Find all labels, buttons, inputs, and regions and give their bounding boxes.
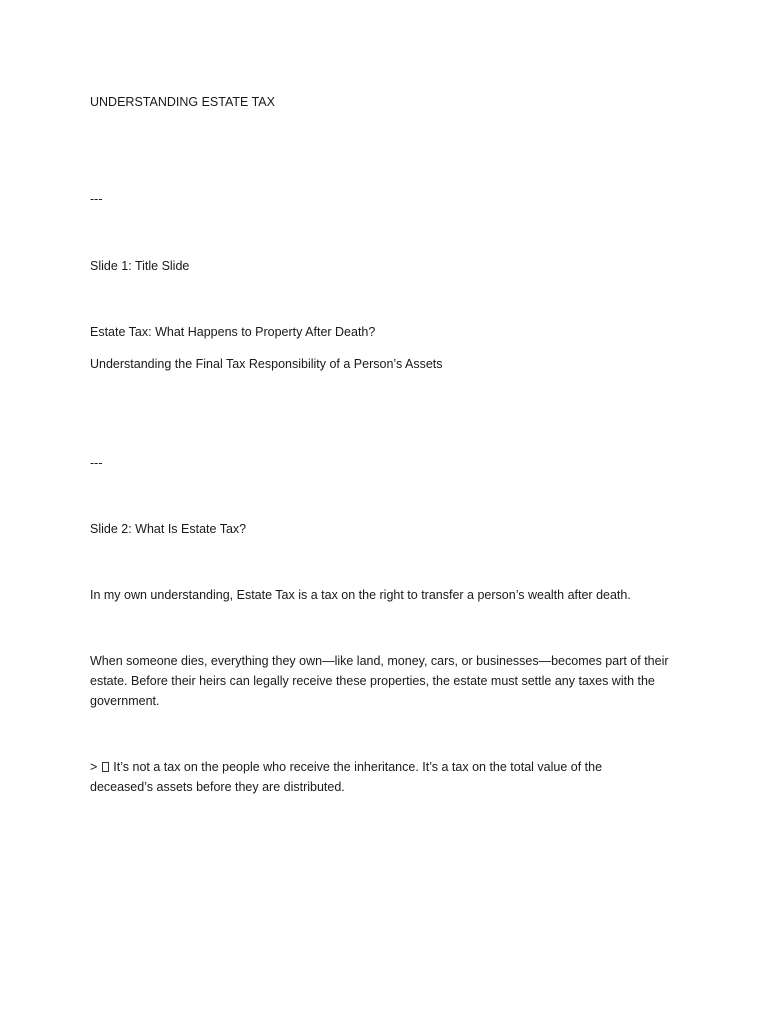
slide1-heading: Slide 1: Title Slide bbox=[90, 259, 190, 273]
slide2-quote bbox=[90, 757, 650, 797]
slide2-paragraph: When someone dies, everything they own—like land, money, cars, or businesses—becomes part of their estate. Before their heirs can legally receive these properties, the estate must settle any taxes with the government. bbox=[90, 654, 669, 708]
separator: --- bbox=[90, 192, 103, 206]
quote-text: It’s not a tax on the people who receive the inheritance. It’s a tax on the total value of the deceased’s assets before they are distributed. bbox=[90, 760, 603, 794]
missing-glyph-icon bbox=[102, 762, 109, 772]
slide2-paragraph: In my own understanding, Estate Tax is a tax on the right to transfer a person’s wealth after death. bbox=[90, 588, 631, 602]
slide2-heading: Slide 2: What Is Estate Tax? bbox=[90, 522, 247, 536]
document-title: UNDERSTANDING ESTATE TAX bbox=[90, 95, 275, 109]
separator: --- bbox=[90, 456, 103, 470]
slide1-subtitle-line: Understanding the Final Tax Responsibility of a Person’s Assets bbox=[90, 357, 443, 371]
slide1-title-line: Estate Tax: What Happens to Property After Death? bbox=[90, 325, 376, 339]
quote-marker: > bbox=[90, 760, 98, 774]
